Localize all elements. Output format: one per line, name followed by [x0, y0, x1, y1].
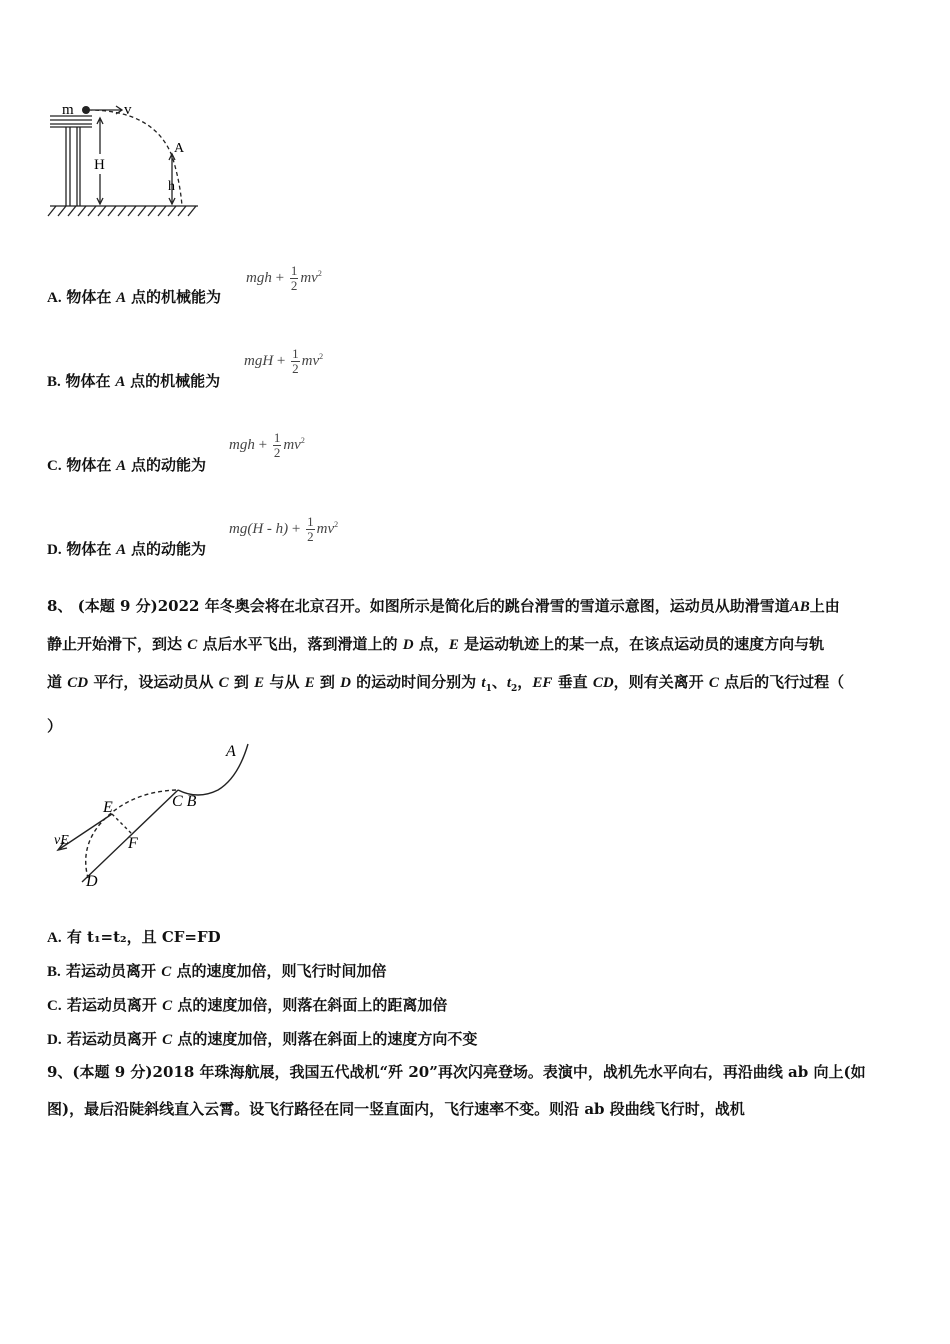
- segment-EF: [112, 814, 132, 834]
- q7-option-a: A. 物体在 A 点的机械能为: [47, 288, 221, 306]
- q8-option-a: A. 有 t₁=t₂，且 CF=FD: [47, 928, 221, 946]
- label-E: E: [103, 799, 113, 816]
- ski-jump-figure: [48, 738, 258, 893]
- q8-line-3: 道 CD 平行，设运动员从 C 到 E 与从 E 到 D 的运动时间分别为 $t_1$、$t_2$，EF 垂直 CD，则有关离开 C 点后的飞行过程（: [47, 673, 845, 694]
- label-m: m: [62, 102, 74, 118]
- q8-line-1: 8、 (本题 9 分)2022 年冬奥会将在北京召开。如图所示是简化后的跳台滑雪的雪道示意图，运动员从助滑雪道AB上由: [47, 597, 840, 615]
- q7-option-b: B. 物体在 A 点的机械能为: [47, 372, 221, 390]
- q7-formula-b: mgH + $\frac{1}{2}$ $mv^2$: [244, 346, 324, 376]
- q8-line-4: ）: [47, 717, 63, 735]
- slope-AB: [178, 744, 248, 795]
- label-v: v: [124, 102, 132, 118]
- q7-option-c: C. 物体在 A 点的动能为: [47, 456, 206, 474]
- table: [50, 116, 92, 206]
- label-A: A: [174, 141, 185, 156]
- q8-option-d: D. 若运动员离开 C 点的速度加倍，则落在斜面上的速度方向不变: [47, 1030, 478, 1048]
- label-h: h: [168, 179, 175, 194]
- q9-stem: [47, 1054, 907, 1128]
- mass-ball: [82, 106, 90, 114]
- q7-formula-c: mgh + $\frac{1}{2}$ $mv^2$: [229, 430, 305, 460]
- label-CB: C B: [172, 793, 197, 810]
- q8-option-b: B. 若运动员离开 C 点的速度加倍，则飞行时间加倍: [47, 962, 387, 980]
- q7-option-d: D. 物体在 A 点的动能为: [47, 540, 206, 558]
- q7-formula-a: mgh + $\frac{1}{2}$ $mv^2$: [246, 263, 322, 293]
- q8-line-2: 静止开始滑下，到达 C 点后水平飞出，落到滑道上的 D 点，E 是运动轨迹上的某一点，在该点运动员的速度方向与轨: [47, 635, 825, 653]
- q8-stem: [47, 588, 907, 745]
- label-H: H: [94, 157, 105, 173]
- label-vE: vE: [54, 833, 69, 848]
- label-D: D: [86, 873, 98, 890]
- q7-formula-d: mg(H - h) + $\frac{1}{2}$ $mv^2$: [229, 514, 339, 544]
- q9-line-1: 9、(本题 9 分)2018 年珠海航展，我国五代战机“歼 20”再次闪亮登场。表演中，战机先水平向右，再沿曲线 ab 向上(如: [47, 1063, 866, 1081]
- label-A: A: [226, 743, 236, 760]
- q8-option-c: C. 若运动员离开 C 点的速度加倍，则落在斜面上的距离加倍: [47, 996, 448, 1014]
- q9-line-2: 图)，最后沿陡斜线直入云霄。设飞行路径在同一竖直面内，飞行速率不变。则沿 ab 段曲线飞行时，战机: [47, 1100, 745, 1118]
- ground-hatch: [48, 206, 196, 216]
- projectile-figure: [44, 96, 204, 226]
- label-F: F: [128, 835, 138, 852]
